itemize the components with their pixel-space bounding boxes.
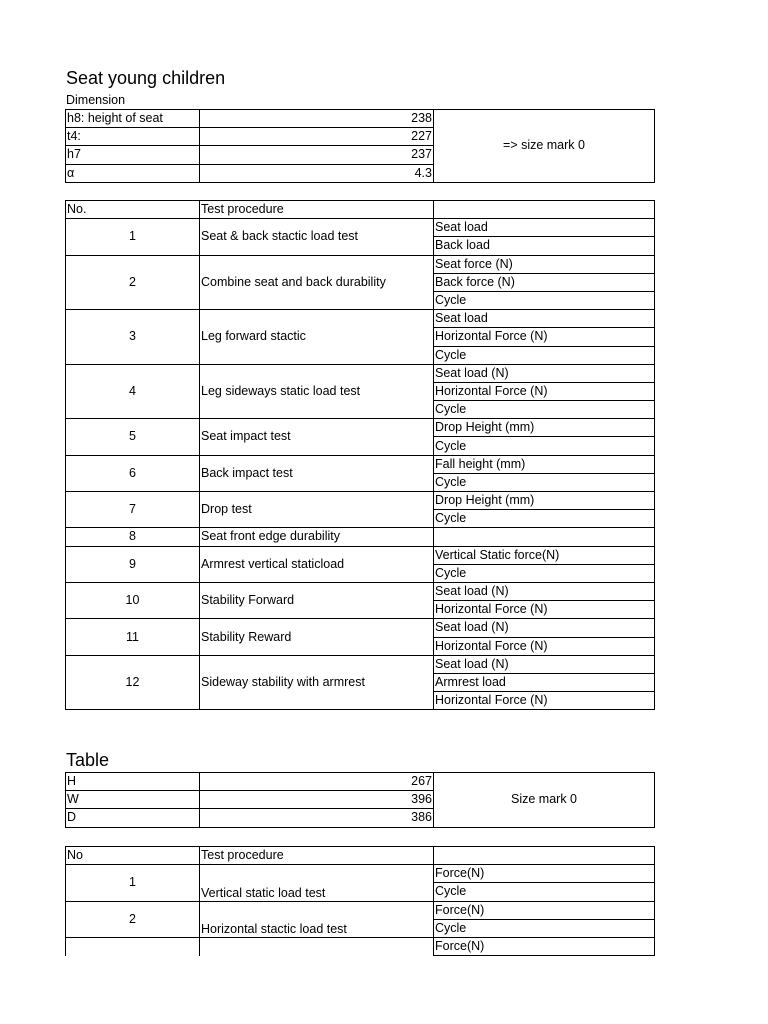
procedure-row bbox=[66, 937, 655, 955]
dimension-value: 237 bbox=[200, 146, 434, 164]
dimension-name: h8: height of seat bbox=[66, 110, 200, 128]
procedure-row bbox=[66, 255, 655, 273]
procedure-row bbox=[66, 546, 655, 564]
procedure-row bbox=[66, 455, 655, 473]
procedure-parameter: Seat force (N) bbox=[434, 255, 655, 273]
seat-dimension-table bbox=[65, 109, 655, 183]
procedure-name: Back impact test bbox=[200, 455, 434, 491]
procedure-parameter: Cycle bbox=[434, 291, 655, 309]
procedure-parameter: Vertical Static force(N) bbox=[434, 546, 655, 564]
procedure-name: Sideway stability with armrest bbox=[200, 655, 434, 710]
procedure-number: 8 bbox=[66, 528, 200, 546]
procedure-parameter: Horizontal Force (N) bbox=[434, 637, 655, 655]
table-procedure-table bbox=[65, 846, 655, 956]
procedure-row bbox=[66, 582, 655, 600]
procedure-name: Leg sideways static load test bbox=[200, 364, 434, 419]
dimension-name: α bbox=[66, 164, 200, 182]
procedure-row bbox=[66, 364, 655, 382]
header-params bbox=[434, 201, 655, 219]
procedure-parameter: Seat load (N) bbox=[434, 655, 655, 673]
procedure-parameter: Force(N) bbox=[434, 865, 655, 883]
dimension-value: 386 bbox=[200, 809, 434, 827]
procedure-number: 11 bbox=[66, 619, 200, 655]
procedure-parameter: Armrest load bbox=[434, 673, 655, 691]
size-mark-cell: => size mark 0 bbox=[434, 110, 655, 183]
procedure-number: 6 bbox=[66, 455, 200, 491]
procedure-name: Combine seat and back durability bbox=[200, 255, 434, 310]
procedure-parameter: Cycle bbox=[434, 564, 655, 582]
procedure-row bbox=[66, 310, 655, 328]
header-procedure: Test procedure bbox=[200, 201, 434, 219]
header-procedure: Test procedure bbox=[200, 847, 434, 865]
procedure-parameter: Back load bbox=[434, 237, 655, 255]
procedure-parameter: Back force (N) bbox=[434, 273, 655, 291]
procedure-parameter: Seat load bbox=[434, 219, 655, 237]
procedure-parameter: Drop Height (mm) bbox=[434, 492, 655, 510]
procedure-row bbox=[66, 655, 655, 673]
procedure-number bbox=[66, 937, 200, 955]
procedure-number: 1 bbox=[66, 219, 200, 255]
procedure-name: Drop test bbox=[200, 492, 434, 528]
procedure-parameter: Horizontal Force (N) bbox=[434, 382, 655, 400]
procedure-parameter: Seat load (N) bbox=[434, 619, 655, 637]
procedure-number: 9 bbox=[66, 546, 200, 582]
procedure-parameter: Seat load (N) bbox=[434, 582, 655, 600]
procedure-parameter: Fall height (mm) bbox=[434, 455, 655, 473]
dimension-value: 227 bbox=[200, 128, 434, 146]
procedure-number: 1 bbox=[66, 865, 200, 901]
procedure-name: Vertical static load test bbox=[200, 865, 434, 901]
procedure-name: Seat & back stactic load test bbox=[200, 219, 434, 255]
procedure-header-row bbox=[66, 847, 655, 865]
procedure-parameter: Force(N) bbox=[434, 901, 655, 919]
header-params bbox=[434, 847, 655, 865]
dimension-value: 238 bbox=[200, 110, 434, 128]
procedure-name: Leg forward stactic bbox=[200, 310, 434, 365]
dimension-name: t4: bbox=[66, 128, 200, 146]
dimension-row bbox=[66, 110, 655, 128]
procedure-parameter: Cycle bbox=[434, 919, 655, 937]
procedure-name: Stability Reward bbox=[200, 619, 434, 655]
procedure-parameter: Cycle bbox=[434, 473, 655, 491]
dimension-name: h7 bbox=[66, 146, 200, 164]
dimension-value: 396 bbox=[200, 791, 434, 809]
procedure-parameter: Horizontal Force (N) bbox=[434, 328, 655, 346]
procedure-row bbox=[66, 419, 655, 437]
procedure-number: 12 bbox=[66, 655, 200, 710]
procedure-parameter: Seat load bbox=[434, 310, 655, 328]
header-no: No bbox=[66, 847, 200, 865]
procedure-row bbox=[66, 865, 655, 883]
dimension-name: D bbox=[66, 809, 200, 827]
procedure-row bbox=[66, 619, 655, 637]
dimension-value: 267 bbox=[200, 773, 434, 791]
dimension-name: W bbox=[66, 791, 200, 809]
procedure-header-row bbox=[66, 201, 655, 219]
procedure-parameter: Cycle bbox=[434, 401, 655, 419]
procedure-row bbox=[66, 219, 655, 237]
procedure-parameter: Cycle bbox=[434, 437, 655, 455]
procedure-number: 10 bbox=[66, 582, 200, 618]
procedure-number: 5 bbox=[66, 419, 200, 455]
procedure-parameter: Seat load (N) bbox=[434, 364, 655, 382]
procedure-parameter: Horizontal Force (N) bbox=[434, 601, 655, 619]
dimension-value: 4.3 bbox=[200, 164, 434, 182]
procedure-name: Seat front edge durability bbox=[200, 528, 434, 546]
procedure-name: Horizontal stactic load test bbox=[200, 901, 434, 937]
table-dimension-table bbox=[65, 772, 655, 828]
procedure-parameter: Drop Height (mm) bbox=[434, 419, 655, 437]
procedure-number: 2 bbox=[66, 901, 200, 937]
size-mark-cell: Size mark 0 bbox=[434, 773, 655, 828]
procedure-number: 7 bbox=[66, 492, 200, 528]
procedure-name: Armrest vertical staticload bbox=[200, 546, 434, 582]
procedure-number: 2 bbox=[66, 255, 200, 310]
seat-procedure-table bbox=[65, 200, 655, 710]
dimension-label: Dimension bbox=[66, 93, 126, 107]
procedure-parameter: Force(N) bbox=[434, 937, 655, 955]
procedure-parameter: Cycle bbox=[434, 883, 655, 901]
procedure-parameter: Cycle bbox=[434, 346, 655, 364]
procedure-parameter: Horizontal Force (N) bbox=[434, 692, 655, 710]
procedure-name: Seat impact test bbox=[200, 419, 434, 455]
seat-section-title: Seat young children bbox=[66, 68, 226, 88]
procedure-name: Stability Forward bbox=[200, 582, 434, 618]
procedure-parameter: Cycle bbox=[434, 510, 655, 528]
procedure-parameter bbox=[434, 528, 655, 546]
procedure-row bbox=[66, 492, 655, 510]
procedure-row bbox=[66, 528, 655, 546]
dimension-row bbox=[66, 773, 655, 791]
procedure-number: 4 bbox=[66, 364, 200, 419]
table-section-title: Table bbox=[66, 750, 110, 770]
header-no: No. bbox=[66, 201, 200, 219]
procedure-number: 3 bbox=[66, 310, 200, 365]
dimension-name: H bbox=[66, 773, 200, 791]
procedure-name bbox=[200, 937, 434, 955]
procedure-row bbox=[66, 901, 655, 919]
